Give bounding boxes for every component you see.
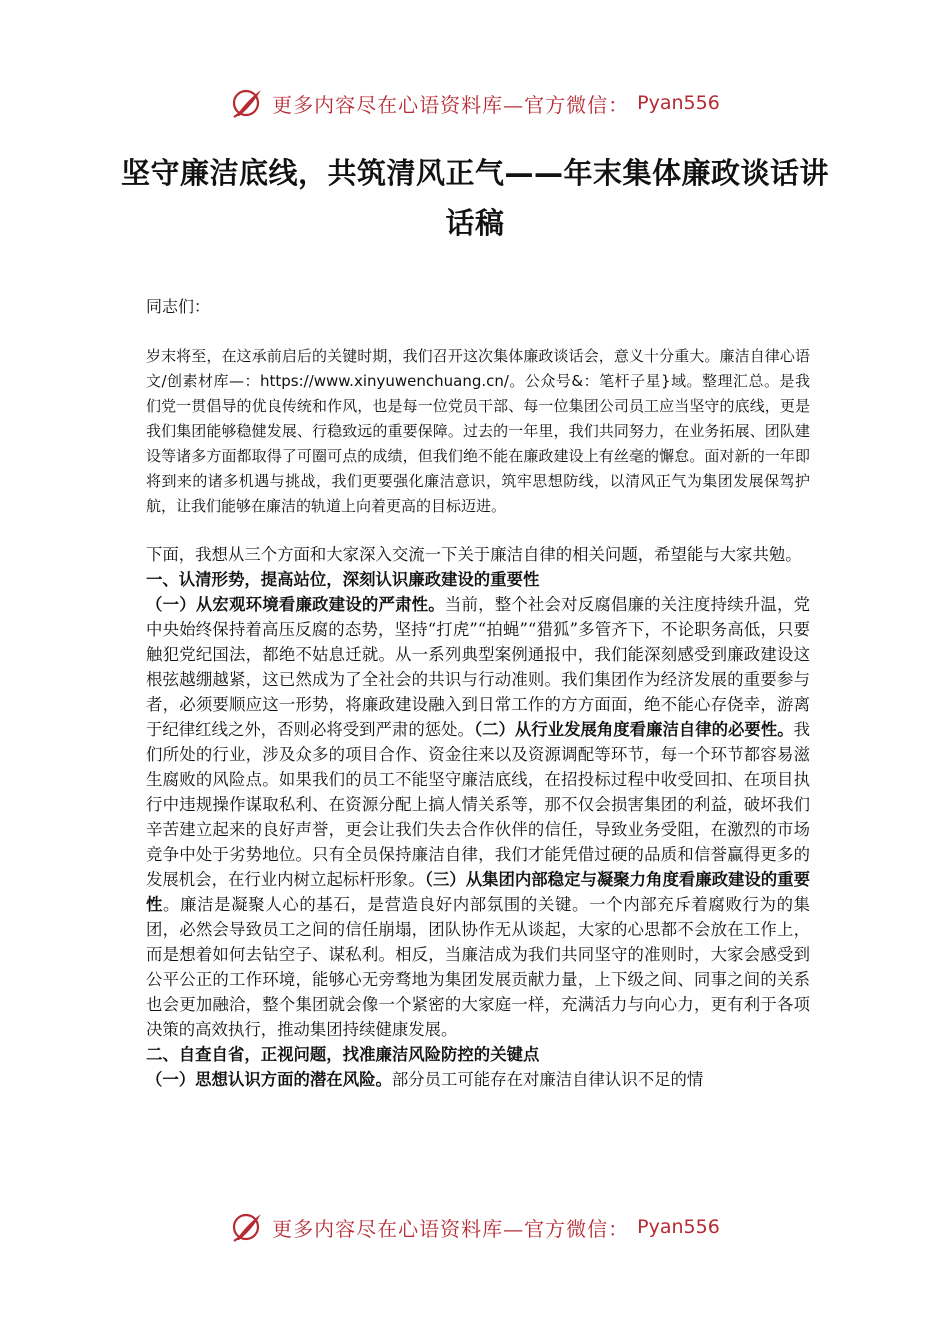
subsection-1-1-title: （一）从宏观环境看廉政建设的严肃性。 <box>146 595 445 614</box>
subsection-1-2-title: （二）从行业发展角度看廉洁自律的必要性。 <box>473 720 794 739</box>
quill-pen-icon <box>230 1210 264 1244</box>
document-title: 坚守廉洁底线，共筑清风正气——年末集体廉政谈话讲话稿 <box>120 156 829 240</box>
section-1-paragraph <box>146 592 810 1042</box>
section-2-paragraph <box>146 1067 810 1092</box>
subsection-1-3-title: （三）从集团内部稳定与凝聚力角度看廉政建设的重要性 <box>146 870 810 914</box>
lead-paragraph: 下面，我想从三个方面和大家深入交流一下关于廉洁自律的相关问题，希望能与大家共勉。 <box>146 545 802 564</box>
section-2-heading: 二、自查自省，正视问题，找准廉洁风险防控的关键点 <box>146 1045 540 1064</box>
banner-text: 更多内容尽在心语资料库—官方微信： <box>272 92 630 117</box>
subsection-1-2-text: 我们所处的行业，涉及众多的项目合作、资金往来以及资源调配等环节，每一个环节都容易滋生腐败的风险点。如果我们的员工不能坚守廉洁底线，在招投标过程中收受回扣、在项目执行中违规操作谋取私利、在资源分配上搞人情关系等，那不仅会损害集团的利益，破坏我们辛苦建立起来的良好声誉，更会让我们失去合作伙伴的信任，导致业务受阻，在激烈的市场竞争中处于劣势地位。只有全员保持廉洁自律，我们才能凭借过硬的品质和信誉赢得更多的发展机会，在行业内树立起标杆形象。 <box>146 720 810 889</box>
intro-paragraph: 岁末将至，在这承前启后的关键时期，我们召开这次集体廉政谈话会，意义十分重大。廉洁自律心语文/创素材库—：https://www.xinyuwenchuang.cn/。公众号&：笔杆子星}域。整理汇总。是我们党一贯倡导的优良传统和作风，也是每一位党员干部、每一位集团公司员工应当坚守的底线，更是我们集团能够稳健发展、行稳致远的重要保障。过去的一年里，我们共同努力，在业务拓展、团队建设等诸多方面都取得了可圈可点的成绩，但我们绝不能在廉政建设上有丝毫的懈怠。面对新的一年即将到来的诸多机遇与挑战，我们更要强化廉洁意识，筑牢思想防线，以清风正气为集团发展保驾护航，让我们能够在廉洁的轨道上向着更高的目标迈进。 <box>146 347 810 515</box>
section-1-heading: 一、认清形势，提高站位，深刻认识廉政建设的重要性 <box>146 570 540 589</box>
banner-handle: Pyan556 <box>637 1216 720 1238</box>
subsection-1-1-text: 当前，整个社会对反腐倡廉的关注度持续升温，党中央始终保持着高压反腐的态势，坚持“打虎”“拍蝇”“猎狐”多管齐下，不论职务高低，只要触犯党纪国法，都绝不姑息迁就。从一系列典型案例通报中，我们能深刻感受到廉政建设这根弦越绷越紧，这已然成为了全社会的共识与行动准则。我们集团作为经济发展的重要参与者，必须要顺应这一形势，将廉政建设融入到日常工作的方方面面，绝不能心存侥幸，游离于纪律红线之外，否则必将受到严肃的惩处。 <box>146 595 811 739</box>
banner-text: 更多内容尽在心语资料库—官方微信： <box>272 1216 630 1241</box>
quill-pen-icon <box>230 86 264 120</box>
salutation: 同志们： <box>146 297 211 316</box>
subsection-2-1-text: 部分员工可能存在对廉洁自律认识不足的情 <box>391 1070 704 1089</box>
header-watermark-banner <box>0 86 950 120</box>
footer-watermark-banner <box>0 1210 950 1244</box>
subsection-1-3-text: 。廉洁是凝聚人心的基石，是营造良好内部氛围的关键。一个内部充斥着腐败行为的集团，必然会导致员工之间的信任崩塌，团队协作无从谈起，大家的心思都不会放在工作上，而是想着如何去钻空子、谋私利。相反，当廉洁成为我们共同坚守的准则时，大家会感受到公平公正的工作环境，能够心无旁骛地为集团发展贡献力量，上下级之间、同事之间的关系也会更加融洽，整个集团就会像一个紧密的大家庭一样，充满活力与向心力，更有利于各项决策的高效执行，推动集团持续健康发展。 <box>146 895 811 1039</box>
document-body <box>146 542 810 1092</box>
banner-handle: Pyan556 <box>637 92 720 114</box>
subsection-2-1-title: （一）思想认识方面的潜在风险。 <box>146 1070 392 1089</box>
